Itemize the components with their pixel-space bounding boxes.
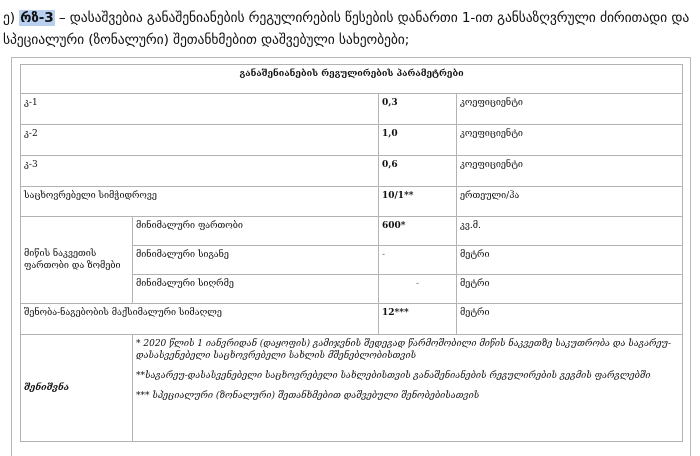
- table-row-notes: [21, 335, 683, 442]
- table-row: [21, 304, 683, 335]
- intro-paragraph: [3, 7, 697, 51]
- density-label: საცხოვრებელი სიმჭიდროვე: [21, 187, 379, 217]
- note-item: * 2020 წლის 1 იანვრიდან (დაყოფის) გამიჯვნის შედეგად წარმოშობილი მიწის ნაკვეთზე საკუთრობა და საგარეუ-დასასვენებელი საცხოვრებელი სახლის მშენებლობისთვის: [136, 339, 672, 361]
- k1-unit: კოეფიციენტი: [457, 94, 683, 125]
- k2-value: 1,0: [379, 125, 457, 156]
- k3-unit: კოეფიციენტი: [457, 156, 683, 187]
- plot-row-unit: მეტრი: [457, 246, 683, 275]
- height-label: შენობა-ნაგებობის მაქსიმალური სიმაღლე: [21, 304, 379, 335]
- density-value: 10/1**: [379, 187, 457, 217]
- intro-text: – დასაშვებია განაშენიანების რეგულირების წესების დანართი 1-ით განსაზღვრული ძირითადი და სპეციალური (ზონალური) შეთანხმებით დაშვებული სახეობები;: [3, 10, 690, 48]
- intro-prefix: ე): [3, 10, 20, 26]
- plot-row-label: მინიმალური ფართობი: [133, 217, 379, 246]
- table-header-row: [21, 65, 683, 94]
- plot-row-value: -: [379, 275, 457, 304]
- notes-label: შენიშვნა: [21, 335, 133, 442]
- density-unit: ერთეული/ჰა: [457, 187, 683, 217]
- notes-content: [133, 335, 683, 442]
- k3-value: 0,6: [379, 156, 457, 187]
- plot-row-value: -: [379, 246, 457, 275]
- plot-row-unit: კვ.მ.: [457, 217, 683, 246]
- k3-label: კ-3: [21, 156, 379, 187]
- table-header: განაშენიანების რეგულირების პარამეტრები: [21, 65, 683, 94]
- document-frame: [11, 57, 691, 456]
- k1-label: კ-1: [21, 94, 379, 125]
- table-row: [21, 217, 683, 246]
- regulation-parameters-table: [20, 64, 683, 442]
- plot-row-label: მინიმალური სიღრმე: [133, 275, 379, 304]
- k2-unit: კოეფიციენტი: [457, 125, 683, 156]
- table-row: [21, 125, 683, 156]
- table-row: [21, 187, 683, 217]
- k2-label: კ-2: [21, 125, 379, 156]
- table-row: [21, 156, 683, 187]
- plot-row-label: მინიმალური სიგანე: [133, 246, 379, 275]
- zone-code-highlight[interactable]: რზ-3: [20, 10, 54, 26]
- height-unit: მეტრი: [457, 304, 683, 335]
- height-value: 12***: [379, 304, 457, 335]
- note-item: *** სპეციალური (ზონალური) შეთანხმებით დაშვებული შენობებისათვის: [136, 391, 480, 401]
- k1-value: 0,3: [379, 94, 457, 125]
- plot-row-value: 600*: [379, 217, 457, 246]
- plot-group-label: მიწის ნაკვეთის ფართობი და ზომები: [21, 217, 133, 304]
- note-item: **საგარეუ-დასასვენებელი საცხოვრებელი სახლებისთვის განაშენიანების რეგულირების გეგმის ფარგლებში: [136, 371, 651, 381]
- table-row: [21, 94, 683, 125]
- plot-row-unit: მეტრი: [457, 275, 683, 304]
